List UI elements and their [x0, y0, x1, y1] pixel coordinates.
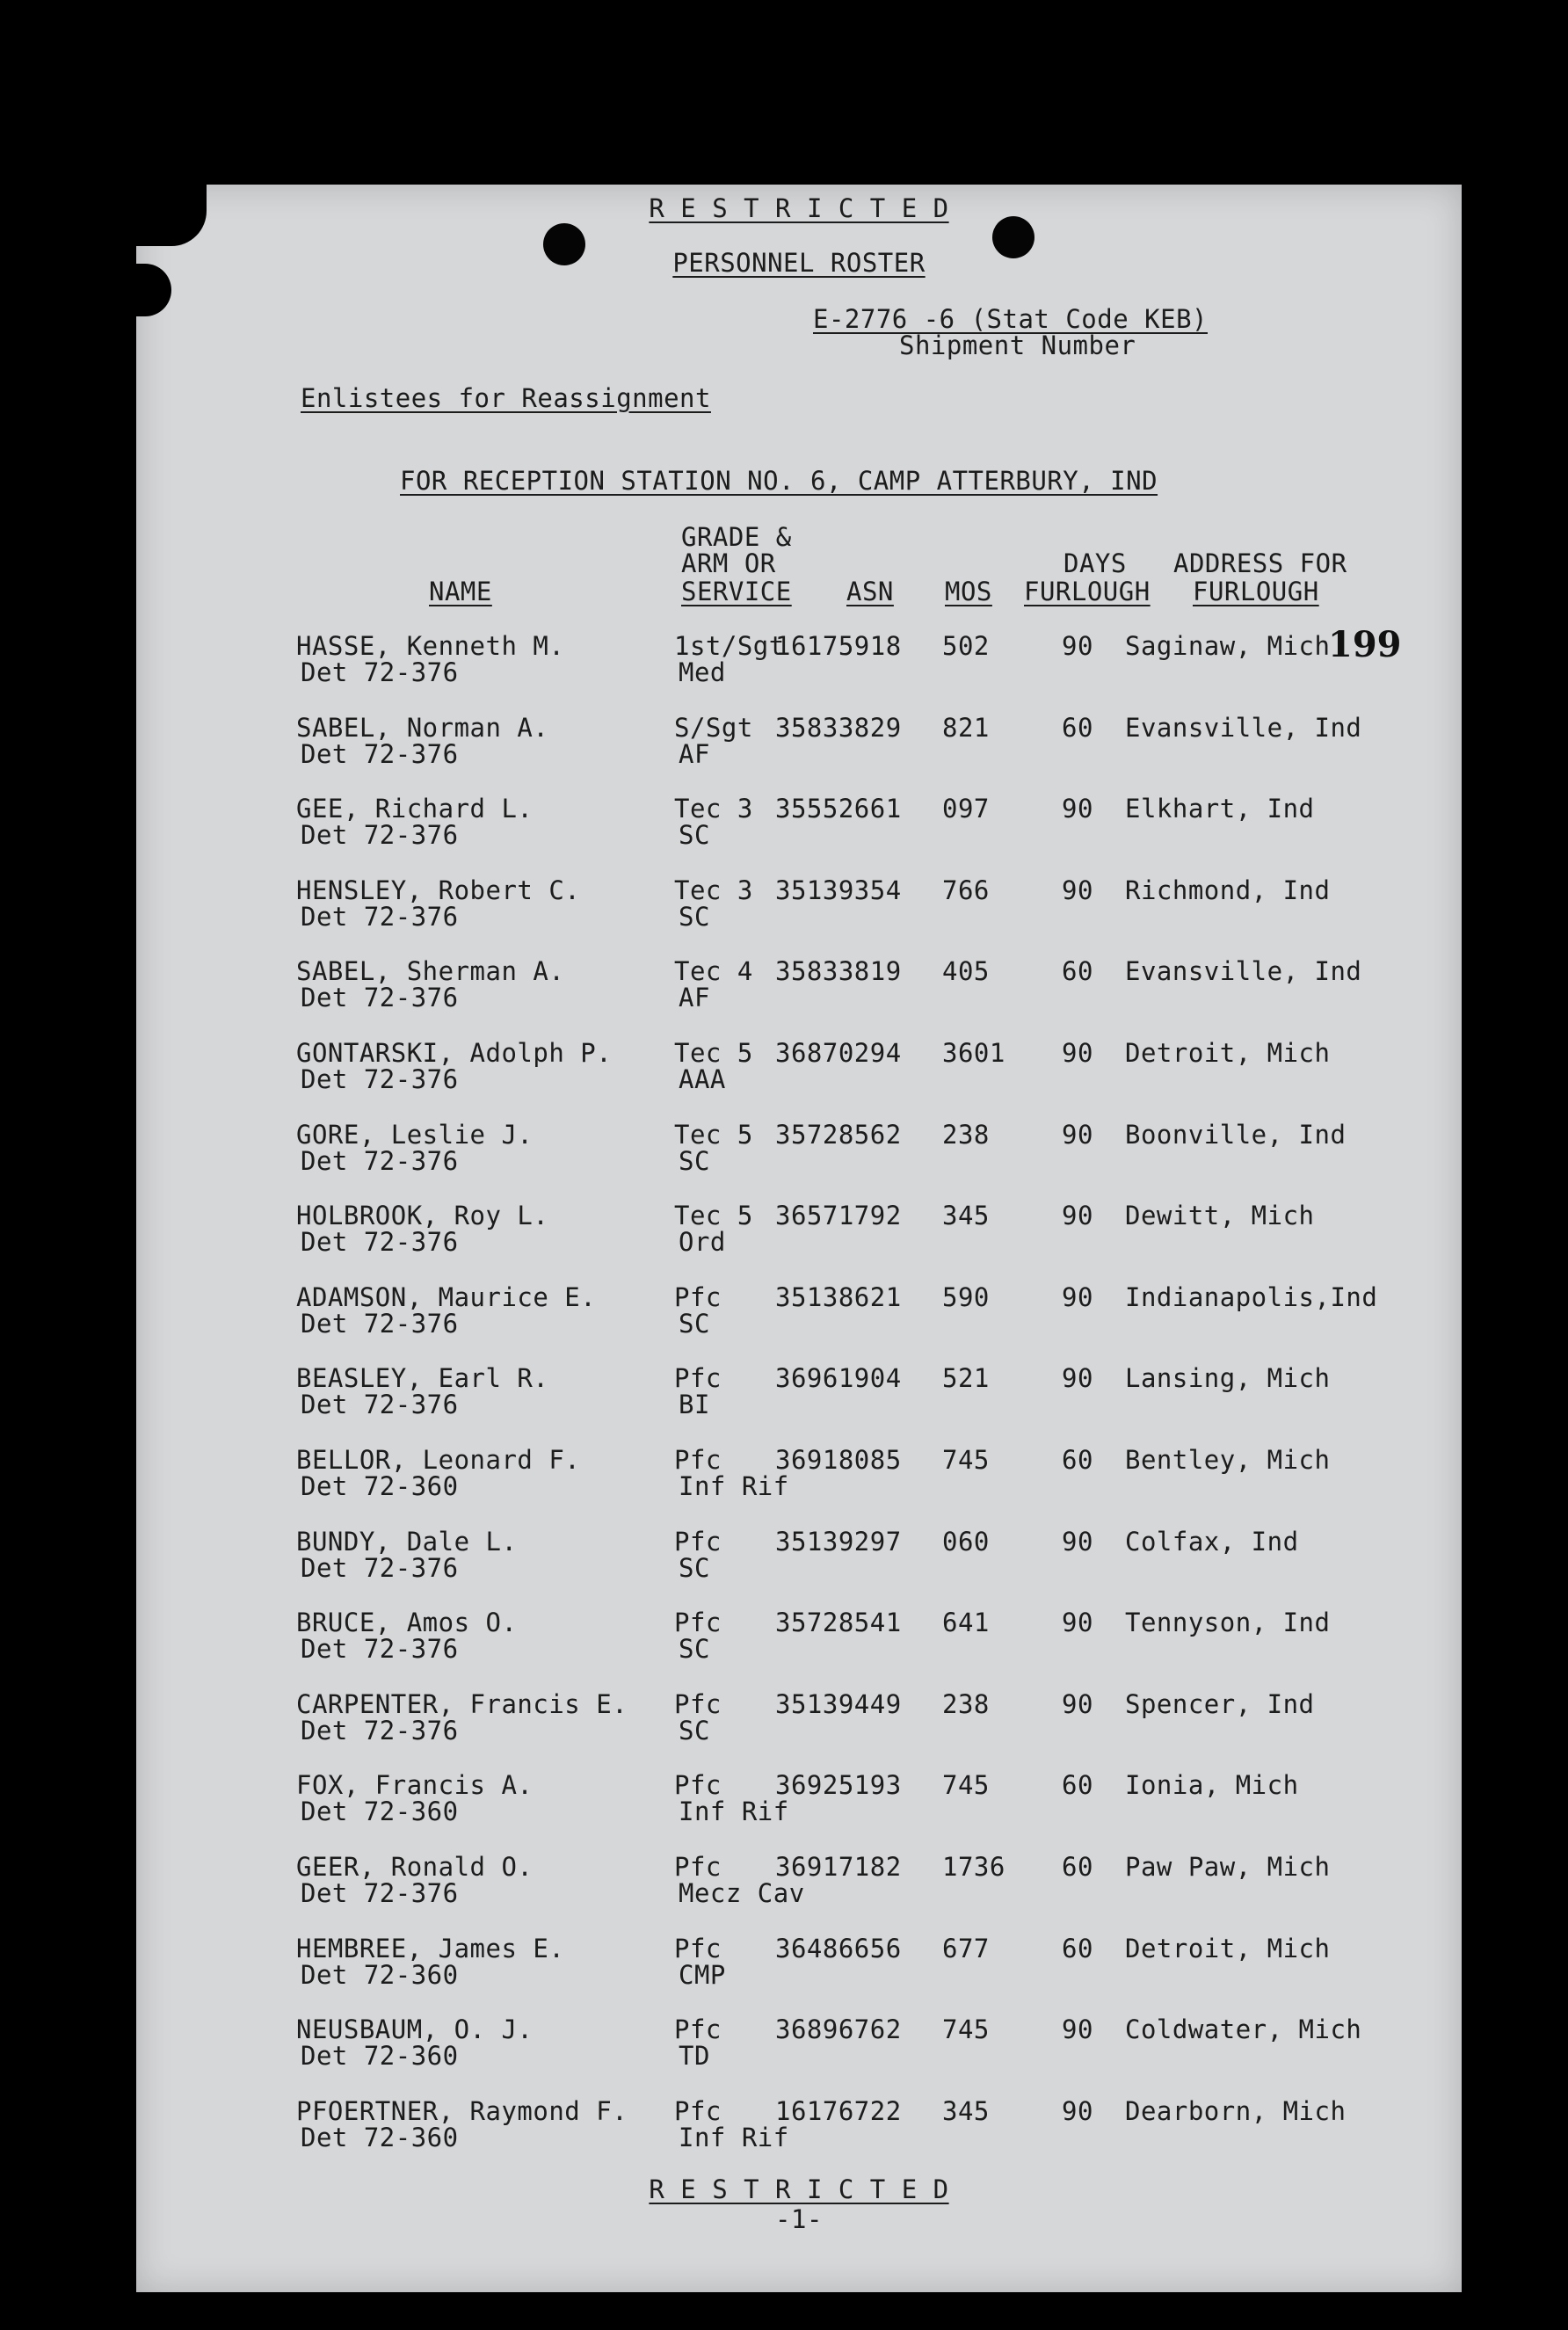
- row-mos: 3601: [942, 1038, 1005, 1068]
- row-days: 90: [1062, 1688, 1093, 1719]
- row-asn: 35552661: [775, 794, 902, 824]
- row-mos: 345: [942, 1201, 990, 1231]
- row-asn: 36918085: [775, 1445, 902, 1475]
- row-days: 90: [1062, 875, 1093, 905]
- table-row: [136, 1852, 1462, 1913]
- row-grade: Tec 3: [674, 875, 753, 905]
- row-grade: Tec 5: [674, 1038, 753, 1068]
- row-name: HOLBROOK, Roy L.: [296, 1201, 549, 1231]
- row-mos: 238: [942, 1119, 990, 1150]
- row-name: ADAMSON, Maurice E.: [296, 1281, 597, 1312]
- shipment-label: Shipment Number: [899, 330, 1136, 360]
- table-row: [136, 1527, 1462, 1588]
- row-mos: 745: [942, 1770, 990, 1801]
- row-name: GORE, Leslie J.: [296, 1119, 534, 1150]
- roster-page: [136, 185, 1462, 2292]
- col-name-header: NAME: [429, 577, 492, 606]
- row-det: Det 72-360: [301, 1796, 459, 1827]
- row-name: BUNDY, Dale L.: [296, 1526, 518, 1557]
- row-address: Indianapolis,Ind: [1125, 1281, 1378, 1312]
- row-det: Det 72-376: [301, 1390, 459, 1420]
- row-service: SC: [679, 1715, 710, 1746]
- row-asn: 35139449: [775, 1688, 902, 1719]
- row-address: Dewitt, Mich: [1125, 1201, 1315, 1231]
- row-address: Evansville, Ind: [1125, 956, 1362, 987]
- row-service: SC: [679, 1308, 710, 1339]
- row-grade: Pfc: [674, 1281, 722, 1312]
- row-address: Saginaw, Mich: [1125, 631, 1331, 661]
- col-days-header: FURLOUGH: [1024, 577, 1151, 606]
- row-mos: 1736: [942, 1852, 1005, 1882]
- punch-hole-right: [992, 216, 1034, 258]
- row-asn: 36961904: [775, 1363, 902, 1394]
- row-asn: 36917182: [775, 1852, 902, 1882]
- row-asn: 36896762: [775, 2014, 902, 2045]
- row-det: Det 72-376: [301, 1634, 459, 1665]
- row-days: 60: [1062, 1445, 1093, 1475]
- row-service: BI: [679, 1390, 710, 1420]
- row-name: SABEL, Sherman A.: [296, 956, 565, 987]
- destination-heading: FOR RECEPTION STATION NO. 6, CAMP ATTERBURY, IND: [400, 466, 1158, 496]
- row-service: Mecz Cav: [679, 1878, 805, 1908]
- row-grade: Tec 3: [674, 794, 753, 824]
- row-days: 90: [1062, 1363, 1093, 1394]
- table-row: [136, 956, 1462, 1018]
- row-name: BRUCE, Amos O.: [296, 1608, 518, 1638]
- row-mos: 521: [942, 1363, 990, 1394]
- row-mos: 641: [942, 1608, 990, 1638]
- row-grade: 1st/Sgt: [674, 631, 785, 661]
- row-days: 60: [1062, 956, 1093, 987]
- row-asn: 35139297: [775, 1526, 902, 1557]
- col-mos-header: MOS: [945, 577, 992, 606]
- table-row: [136, 1689, 1462, 1751]
- row-name: GONTARSKI, Adolph P.: [296, 1038, 613, 1068]
- row-det: Det 72-376: [301, 820, 459, 851]
- table-row: [136, 1363, 1462, 1425]
- row-det: Det 72-360: [301, 1959, 459, 1990]
- row-grade: Pfc: [674, 1363, 722, 1394]
- row-service: SC: [679, 1552, 710, 1583]
- row-service: AF: [679, 738, 710, 769]
- row-det: Det 72-376: [301, 983, 459, 1013]
- row-mos: 766: [942, 875, 990, 905]
- row-asn: 35728562: [775, 1119, 902, 1150]
- row-grade: Pfc: [674, 1608, 722, 1638]
- row-service: Inf Rif: [679, 1471, 789, 1501]
- col-grade-line1: GRADE &: [681, 522, 792, 552]
- row-name: HEMBREE, James E.: [296, 1933, 565, 1963]
- row-address: Dearborn, Mich: [1125, 2095, 1347, 2126]
- row-service: SC: [679, 820, 710, 851]
- row-address: Coldwater, Mich: [1125, 2014, 1362, 2045]
- row-address: Colfax, Ind: [1125, 1526, 1299, 1557]
- punch-hole-left: [543, 223, 585, 265]
- row-service: Ord: [679, 1227, 726, 1258]
- table-row: [136, 1201, 1462, 1262]
- row-name: GEER, Ronald O.: [296, 1852, 534, 1882]
- row-grade: Pfc: [674, 1933, 722, 1963]
- row-asn: 36571792: [775, 1201, 902, 1231]
- row-days: 90: [1062, 631, 1093, 661]
- row-days: 90: [1062, 1201, 1093, 1231]
- row-service: SC: [679, 1634, 710, 1665]
- row-name: GEE, Richard L.: [296, 794, 534, 824]
- row-address: Lansing, Mich: [1125, 1363, 1331, 1394]
- row-grade: Pfc: [674, 1445, 722, 1475]
- row-grade: Pfc: [674, 2014, 722, 2045]
- row-mos: 590: [942, 1281, 990, 1312]
- row-det: Det 72-376: [301, 1227, 459, 1258]
- row-days: 90: [1062, 1526, 1093, 1557]
- row-name: PFOERTNER, Raymond F.: [296, 2095, 628, 2126]
- table-row: [136, 794, 1462, 855]
- table-row: [136, 1934, 1462, 1995]
- table-row: [136, 1445, 1462, 1506]
- table-row: [136, 1120, 1462, 1181]
- row-name: BEASLEY, Earl R.: [296, 1363, 549, 1394]
- row-service: Inf Rif: [679, 1796, 789, 1827]
- row-det: Det 72-360: [301, 2122, 459, 2152]
- row-det: Det 72-360: [301, 1471, 459, 1501]
- row-service: SC: [679, 901, 710, 932]
- row-det: Det 72-376: [301, 1308, 459, 1339]
- col-address-line1: ADDRESS FOR: [1173, 548, 1347, 578]
- row-grade: Pfc: [674, 1770, 722, 1801]
- row-address: Bentley, Mich: [1125, 1445, 1331, 1475]
- row-name: HASSE, Kenneth M.: [296, 631, 565, 661]
- row-det: Det 72-376: [301, 1715, 459, 1746]
- page-number: -1-: [775, 2204, 823, 2234]
- row-mos: 060: [942, 1526, 990, 1557]
- row-asn: 16176722: [775, 2095, 902, 2126]
- table-row: [136, 2096, 1462, 2158]
- table-row: [136, 1282, 1462, 1344]
- classification-top: R E S T R I C T E D: [649, 193, 949, 223]
- row-address: Detroit, Mich: [1125, 1933, 1331, 1963]
- row-mos: 502: [942, 631, 990, 661]
- row-mos: 745: [942, 2014, 990, 2045]
- row-service: Med: [679, 657, 726, 687]
- row-grade: Tec 5: [674, 1119, 753, 1150]
- row-mos: 405: [942, 956, 990, 987]
- row-address: Spencer, Ind: [1125, 1688, 1315, 1719]
- row-service: AF: [679, 983, 710, 1013]
- row-asn: 35138621: [775, 1281, 902, 1312]
- col-asn-header: ASN: [846, 577, 894, 606]
- table-row: [136, 2014, 1462, 2076]
- row-mos: 345: [942, 2095, 990, 2126]
- row-address: Ionia, Mich: [1125, 1770, 1299, 1801]
- row-grade: Pfc: [674, 1688, 722, 1719]
- col-grade-line2: ARM OR: [681, 548, 776, 578]
- row-days: 90: [1062, 1608, 1093, 1638]
- row-days: 90: [1062, 2014, 1093, 2045]
- document-title: PERSONNEL ROSTER: [672, 248, 926, 278]
- row-asn: 35728541: [775, 1608, 902, 1638]
- page-tear-left-lower: [136, 264, 171, 316]
- row-mos: 745: [942, 1445, 990, 1475]
- row-service: TD: [679, 2041, 710, 2072]
- row-mos: 097: [942, 794, 990, 824]
- row-mos: 821: [942, 712, 990, 743]
- row-grade: S/Sgt: [674, 712, 753, 743]
- row-asn: 35139354: [775, 875, 902, 905]
- row-grade: Tec 4: [674, 956, 753, 987]
- row-name: HENSLEY, Robert C.: [296, 875, 581, 905]
- row-asn: 36486656: [775, 1933, 902, 1963]
- row-mos: 238: [942, 1688, 990, 1719]
- page-stamp-number: 199: [1328, 624, 1402, 665]
- row-asn: 35833829: [775, 712, 902, 743]
- row-name: SABEL, Norman A.: [296, 712, 549, 743]
- row-asn: 16175918: [775, 631, 902, 661]
- shipment-code: E-2776 -6 (Stat Code KEB): [813, 304, 1208, 334]
- table-row: [136, 1770, 1462, 1832]
- row-det: Det 72-376: [301, 657, 459, 687]
- row-det: Det 72-360: [301, 2041, 459, 2072]
- row-days: 60: [1062, 1770, 1093, 1801]
- row-address: Evansville, Ind: [1125, 712, 1362, 743]
- row-grade: Pfc: [674, 1526, 722, 1557]
- row-days: 90: [1062, 2095, 1093, 2126]
- row-grade: Tec 5: [674, 1201, 753, 1231]
- row-service: SC: [679, 1145, 710, 1176]
- row-days: 90: [1062, 1119, 1093, 1150]
- row-days: 90: [1062, 1281, 1093, 1312]
- row-mos: 677: [942, 1933, 990, 1963]
- row-days: 60: [1062, 1852, 1093, 1882]
- page-tear-left: [136, 185, 207, 246]
- row-days: 90: [1062, 794, 1093, 824]
- row-service: Inf Rif: [679, 2122, 789, 2152]
- roster-subject: Enlistees for Reassignment: [301, 383, 711, 413]
- row-address: Paw Paw, Mich: [1125, 1852, 1331, 1882]
- row-address: Richmond, Ind: [1125, 875, 1331, 905]
- row-grade: Pfc: [674, 1852, 722, 1882]
- col-address-header: FURLOUGH: [1193, 577, 1319, 606]
- table-row: [136, 1608, 1462, 1669]
- col-days-line1: DAYS: [1063, 548, 1127, 578]
- row-days: 60: [1062, 1933, 1093, 1963]
- row-det: Det 72-376: [301, 901, 459, 932]
- table-row: [136, 713, 1462, 774]
- row-det: Det 72-376: [301, 1552, 459, 1583]
- row-name: CARPENTER, Francis E.: [296, 1688, 628, 1719]
- row-address: Boonville, Ind: [1125, 1119, 1347, 1150]
- row-address: Elkhart, Ind: [1125, 794, 1315, 824]
- table-row: [136, 1038, 1462, 1100]
- row-det: Det 72-376: [301, 1064, 459, 1094]
- row-days: 90: [1062, 1038, 1093, 1068]
- classification-bottom: R E S T R I C T E D: [649, 2174, 949, 2204]
- row-asn: 36925193: [775, 1770, 902, 1801]
- row-service: AAA: [679, 1064, 726, 1094]
- row-address: Detroit, Mich: [1125, 1038, 1331, 1068]
- row-days: 60: [1062, 712, 1093, 743]
- row-address: Tennyson, Ind: [1125, 1608, 1331, 1638]
- row-name: BELLOR, Leonard F.: [296, 1445, 581, 1475]
- row-asn: 36870294: [775, 1038, 902, 1068]
- table-row: [136, 631, 1462, 693]
- row-det: Det 72-376: [301, 1145, 459, 1176]
- row-name: NEUSBAUM, O. J.: [296, 2014, 534, 2045]
- row-name: FOX, Francis A.: [296, 1770, 534, 1801]
- row-asn: 35833819: [775, 956, 902, 987]
- table-row: [136, 875, 1462, 937]
- row-det: Det 72-376: [301, 1878, 459, 1908]
- row-det: Det 72-376: [301, 738, 459, 769]
- row-service: CMP: [679, 1959, 726, 1990]
- row-grade: Pfc: [674, 2095, 722, 2126]
- col-grade-header: SERVICE: [681, 577, 792, 606]
